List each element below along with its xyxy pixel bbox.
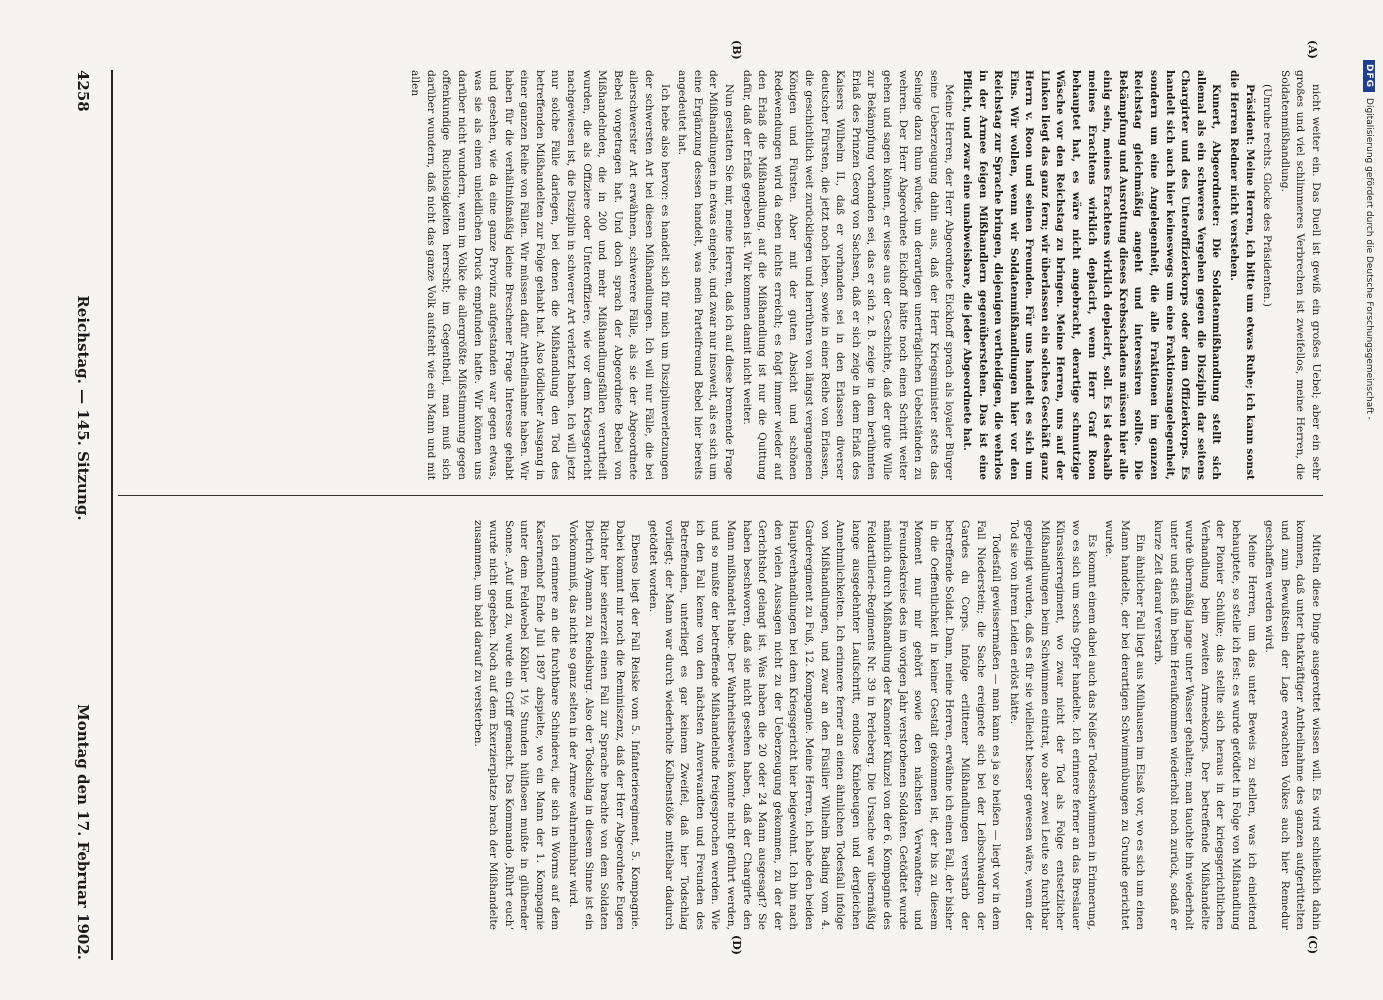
- margin-mark-c: (C): [1306, 935, 1319, 955]
- paragraph: Ich hebe also hervor: es handelt sich für mich um Disziplinverletzungen der schwersten Art bei diesen Mißhandlungen. Ich will nur Fälle, die bei allerschwerster Art erwähnen, schwerere Fälle, als sie der Abgeordnete Bebel vorgetragen hat. Und doch sprach der Abgeordnete Bebel von Mißhandelnden, die in 200 und mehr Mißhandlungsfällen verurtheilt wurden, die als Offiziere oder Unteroffiziere, wie vor dem Kriegsgericht nachgewiesen ist, die Disziplin in schwerer Art verletzt haben. Ich will jetzt nur solche Fälle darlegen, bei denen die Mißhandlung den Tod des betreffenden Mißhandelten zur Folge gehabt hat. Also tödlicher Ausgang in einer ganzen Reihe von Fällen. Wir müssen dafür Antheilnahme haben. Wir haben für die verhältnißmäßig kleine Breschener Frage Interesse gehabt und gesehen, wie da eine ganze Provinz aufgestanden war gegen etwas, was sie als einen unleidlichen Druck empfunden hatte. Wir können uns darüber nicht wundern, wenn im Volke die allergrößte Mißstimmung gegen offenkundige Ruchlosigkeiten herrscht; im Gegentheil, man muß sich darüber wundern, daß nicht das ganze Volk aufsteht wie ein Mann und mit allen: [409, 70, 671, 480]
- margin-mark-b: (B): [730, 40, 743, 60]
- column-divider: [118, 495, 1323, 496]
- session-date: Montag den 17. Februar 1902.: [74, 704, 92, 960]
- paragraph: Präsident: Meine Herren, ich bitte um etwas Ruhe; ich kann sonst die Herren Redner nicht verstehen.: [1228, 70, 1256, 480]
- paragraph: Meine Herren, der Herr Abgeordnete Eickhoff sprach als loyaler Bürger seine Ueberzeugung dahin aus, daß der Herr Kriegsminister stets das Seinige dazu thun würde, um derartigen unerträglichen Uebelständen zu wehren. Der Herr Abgeordnete Eickhoff hätte noch einen Schritt weiter gehen und sagen können, er wisse aus der Geschichte, daß der gute Wille zur Bekämpfung vorhanden sei, das er sich z. B. zeige in dem berühmten Erlaß des Prinzen Georg von Sachsen, daß er sich zeige in dem Erlaß des Kaisers Wilhelm II., daß er vorhanden sei in den Erlassen diverser deutscher Fürsten, die jetzt noch leben, sowie in einer Reihe von Erlassen, die geschichtlich weit zurückliegen und herrühren von längst vergangenen Königen und Fürsten. Aber mit der guten Absicht und schönen Redewendungen wird da eben nichts erreicht; es folgt immer wieder auf den Erlaß die Mißhandlung, auf die Mißhandlung ist nur die Quittung dafür, daß der Erlaß gegeben ist. Wir kommen damit nicht weiter.: [740, 70, 956, 480]
- right-text-column: [128, 520, 1323, 930]
- paragraph: Mitteln diese Dinge ausgerottet wissen will. Es wird schließlich dahin kommen, daß unter thatkräftiger Antheilnahme des ganzen aufgerüttelten und zum Bewußtsein der Lage erwachten Volkes auch hier Remedur geschaffen werden wird.: [1263, 520, 1322, 930]
- paragraph: Es kommt einem dabei auch das Neißer Todesschwimmen in Erinnerung, wo es sich um sechs Opfer handelte. Ich erinnere ferner an das Breslauer Kürassierregiment, wo zwar nicht der Tod als Folge entsetzlicher Mißhandlungen beim Schwimmen eintrat, wo aber zwei Leute so furchtbar gepeinigt wurden, daß es für sie vielleicht besser gewesen wäre, wenn der Tod sie von ihrem Leiden erlöst hätte.: [1007, 520, 1098, 930]
- page-header: [68, 0, 98, 1000]
- paragraph: Ein ähnlicher Fall liegt aus Mülhausen im Elsaß vor, wo es sich um einen Mann handelte, der bei derartigen Schwimmübungen zu Grunde gerichtet wurde.: [1103, 520, 1147, 930]
- paragraph: Kunert, Abgeordneter: Die Soldatenmißhandlung stellt sich allemal als ein schweres Vergehen gegen die Disziplin dar seitens Chargirter und des Unteroffizierkorps oder dem Offizierkorps. Es handelt sich auch hier keineswegs um eine Fraktionsangelegenheit, sondern um eine Angelegenheit, die alle Fraktionen im ganzen Reichstag gleichmäßig angeht und interessiren sollte. Die Bekämpfung und Ausrottung dieses Krebsschadens müssen hier alle einig sein, meines Erachtens wirklich deplacirt, soll. Es ist deshalb meines Erachtens wirklich deplacirt, wenn Herr Graf Roon behauptet hat, es wäre nicht angebracht, derartige schmutzige Wäsche vor den Reichstag zu bringen. Meine Herren, uns auf der Linken liegt das ganz fern; wir überlassen ein solches Geschäft ganz Herrn v. Roon und seinen Freunden. Für uns handelt es sich um Eins. Wir wollen, wenn wir Soldatenmißhandlungen hier vor den Reichstag zur Sprache bringen, diejenigen vertheidigen, die wehrlos in der Armee feigen Mißhandlern gegenüberstehen. Das ist eine Pflicht, und zwar eine unabweisbare, die jeder Abgeordnete hat.: [960, 70, 1223, 480]
- page-number: 4258: [74, 70, 92, 112]
- digitization-credit: [1363, 60, 1375, 420]
- left-text-column: [128, 70, 1323, 480]
- paragraph: (Unruhe rechts. Glocke des Präsidenten.): [1261, 84, 1274, 307]
- paragraph: Ich erinnere an die furchtbare Schinderei, die sich in Worms auf dem Kasernenhof Ende Juli 1897 abspielte, wo ein Mann der 1. Kompagnie unter dem Feldwebel Köhler 1½ Stunden hülflosen mußte in glühender Sonne. „Auf und zu, wurde ein Griff gemacht. Das Kommando ‚Rührt euch‘ wurde nicht gegeben. Noch auf dem Exerzierplatze brach der Mißhandelte zusammen, um bald darauf zu versterben.: [471, 520, 562, 930]
- margin-mark-d: (D): [730, 935, 743, 955]
- margin-mark-a: (A): [1306, 40, 1319, 59]
- paragraph: Ebenso liegt der Fall Reiske vom 5. Infanterieregiment, 5. Kompagnie. Dabei kommt mir noch die Reminiszenz, daß der Herr Abgeordnete Eugen Richter hier seinerzeit einen Fall zur Sprache brachte von dem Soldaten Dietrich Aymann zu Rendsburg. Also der Todschlag in diesem Sinne ist ein Vorkommniß, das nicht so ganz selten in der Armee wahrnehmbar wird.: [567, 520, 642, 930]
- paragraph: Todesfall gewissermaßen — man kann es ja so heißen — liegt vor in dem Fall Niederstein; die Sache ereignete sich bei der Leibschwadron der Gardes du Corps. Infolge erlittener Mißhandlungen verstarb der betreffende Soldat. Dann, meine Herren, erwähne ich einen Fall, der bisher in die Oeffentlichkeit in keiner Gestalt gekommen ist, der bis zu diesem Moment nur mir gehört sowie den nächsten Verwandten- und Freundeskreise des im vorigen Jahr verstorbenen Soldaten. Getödtet wurde nämlich durch Mißhandlung der Kanonier Künzel von der 6. Kompagnie des Feldartillerie-Regiments Nr. 39 in Perleberg. Die Ursache war übermäßig lange ausgedehnter Laufschritt, endlose Kniebeugen und dergleichen Annehmlichkeiten. Ich erinnere ferner an einen ähnlichen Todesfall infolge von Mißhandlungen, und zwar an den Füsilier Wilhelm Bading vom 4. Garderegiment zu Fuß, 12. Kompagnie. Meine Herren, ich habe den beiden Hauptverhandlungen bei dem Kriegsgericht hier beigewohnt. Ich bin nach den vielen Aussagen nicht zu der Ueberzeugung gekommen, zu der der Gerichtshof gelangt ist. Was haben die 20 oder 24 Mann ausgesagt? Sie haben beschworen, daß sie nicht gesehen haben, daß der Chargirte den Mann mißhandelt habe. Der Wahrheitsbeweis konnte nicht geführt werden, und so mußte der betreffende Mißhandelnde freigesprochen werden. Wie ich den Fall kenne von den nächsten Anverwandten und Freunden des Betreffenden, unterliegt es gar keinem Zweifel, daß hier Todschlag vorliegt; der Mann war durch wiederholte Kolbenstöße mittelbar dadurch getödtet worden.: [647, 520, 1003, 930]
- paragraph: nicht weiter ein. Das Duell ist gewiß ein großes Uebel; aber ein sehr großes und viel schlimmeres Verbrechen ist zweifellos, meine Herren, die Soldatenmißhandlung.: [1278, 70, 1322, 480]
- credit-text: Digitalisierung gefördert durch die Deutsche Forschungsgemeinschaft -: [1364, 98, 1374, 420]
- paragraph: Meine Herren, um das unter Beweis zu stellen, was ich einleitend behauptete, so stelle ich fest: es wurde getödtet in Folge von Mißhandlung der Pionier Schülke; das stellte sich heraus in der kriegsgerichtlichen Verhandlung beim zweiten Armeekorps. Der betreffende Mißhandelte wurde übermäßig lange unter Wasser gehalten; man tauchte ihn wiederholt unter und stieß ihn beim Heraufkommen wiederholt noch zurück, sodaß er kurze Zeit darauf verstarb.: [1152, 520, 1258, 930]
- session-title: Reichstag. — 145. Sitzung.: [74, 295, 92, 521]
- header-rule: [111, 70, 113, 960]
- dfg-logo: DFG: [1363, 60, 1375, 92]
- paragraph: Nun gestatten Sie mir, meine Herren, daß ich auf diese brennende Frage der Mißhandlungen in etwas eingehe, und zwar nur insoweit, als es sich um eine Ergänzung dessen handelt, was mein Parteifreund Bebel hier bereits angedeutet hat.: [676, 70, 736, 480]
